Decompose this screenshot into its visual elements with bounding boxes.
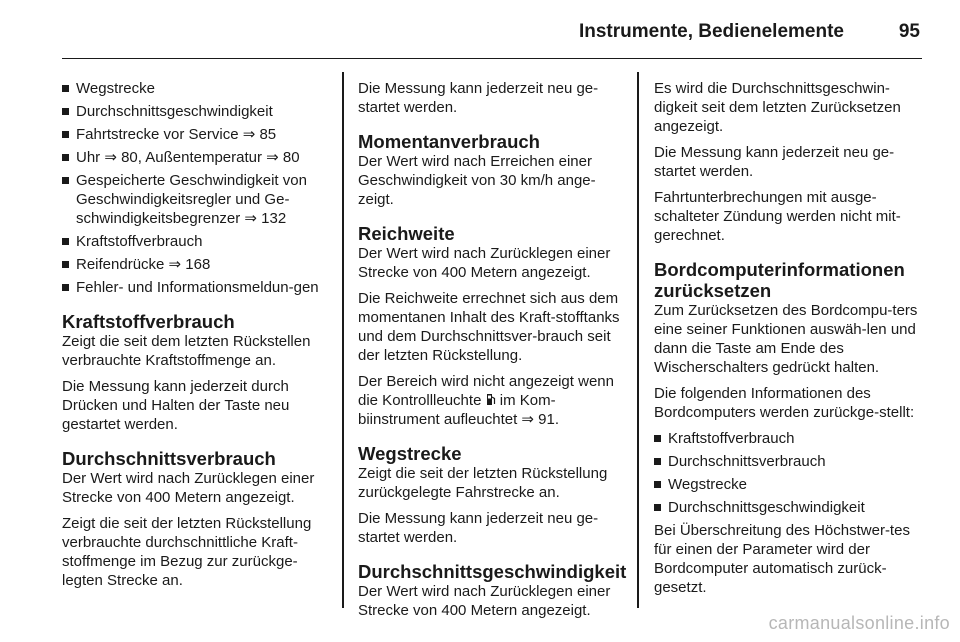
list-item: Durchschnittsverbrauch [654,452,926,471]
paragraph: Die Messung kann jederzeit neu ge-startet werden. [358,80,599,116]
section-durchschnittsverbrauch [62,448,334,590]
paragraph: Der Wert wird nach Erreichen einer Geschwindigkeit von 30 km/h ange-zeigt. [358,153,596,208]
list-item: Uhr ⇒ 80, Außentemperatur ⇒ 80 [62,148,334,167]
list-item: Durchschnittsgeschwindigkeit [62,102,334,121]
paragraph: Bei Überschreitung des Höchstwer-tes für einen der Parameter wird der Bordcomputer automatisch zurück-gesetzt. [654,522,910,596]
section-momentanverbrauch [358,131,626,209]
list-item: Kraftstoffverbrauch [654,429,926,448]
page-number: 95 [898,21,920,42]
section-durchschnittsgeschwindigkeit [358,561,626,620]
paragraph: Zeigt die seit der letzten Rückstellung zurückgelegte Fahrstrecke an. [358,465,608,501]
list-item: Reifendrücke ⇒ 168 [62,255,334,274]
paragraph: Es wird die Durchschnittsgeschwin-digkeit seit dem letzten Zurücksetzen angezeigt. [654,80,901,135]
section-heading: Kraftstoffverbrauch [62,311,235,332]
section-kraftstoffverbrauch [62,311,334,434]
paragraph: Zeigt die seit dem letzten Rückstellen verbrauchte Kraftstoffmenge an. [62,333,311,369]
paragraph: Die Reichweite errechnet sich aus dem momentanen Inhalt des Kraft-stofftanks und dem Durchschnittsver-brauch seit der letzten Rückstellung. [358,290,620,364]
column-divider [637,72,639,608]
paragraph: Der Wert wird nach Zurücklegen einer Strecke von 400 Metern angezeigt. [358,583,611,619]
list-item: Gespeicherte Geschwindigkeit von Geschwindigkeitsregler und Ge-schwindigkeitsbegrenzer ⇒ 132 [62,171,334,228]
list-item: Wegstrecke [654,475,926,494]
section-wegstrecke [358,443,626,547]
column-3 [654,70,926,604]
fuel-pump-icon [486,393,496,406]
paragraph: Der Wert wird nach Zurücklegen einer Strecke von 400 Metern angezeigt. [358,245,611,281]
list-item: Wegstrecke [62,79,334,98]
page-title: Instrumente, Bedienelemente [578,21,844,42]
paragraph: Zeigt die seit der letzten Rückstellung verbrauchte durchschnittliche Kraft-stoffmenge im Bezug zur zurückge-legten Strecke an. [62,515,312,589]
page-header [62,0,922,59]
column-divider [342,72,344,608]
warning-text-before: Der Bereich wird nicht angezeigt wenn die Kontrollleuchte [358,373,614,409]
paragraph: Zum Zurücksetzen des Bordcompu-ters eine seiner Funktionen auswäh-len und dann die Taste am Ende des Wischerschalters gedrückt halten. [654,302,918,376]
section-heading: Bordcomputerinformationen zurücksetzen [654,259,905,301]
column-2 [358,70,626,627]
paragraph: Die Messung kann jederzeit neu ge-startet werden. [358,510,599,546]
display-list [62,79,334,297]
list-item: Fehler- und Informationsmeldun-gen [62,278,334,297]
paragraph: Fahrtunterbrechungen mit ausge-schalteter Zündung werden nicht mit-gerechnet. [654,189,901,244]
warning-text-after: im Kom-biinstrument aufleuchtet ⇒ 91. [358,392,560,428]
section-heading: Momentanverbrauch [358,131,540,152]
paragraph [358,372,626,429]
paragraph: Der Wert wird nach Zurücklegen einer Strecke von 400 Metern angezeigt. [62,470,315,506]
list-item: Durchschnittsgeschwindigkeit [654,498,926,517]
watermark: carmanualsonline.info [768,613,950,633]
reset-list [654,429,926,517]
section-reichweite [358,223,626,429]
paragraph: Die Messung kann jederzeit neu ge-startet werden. [654,144,895,180]
list-item: Kraftstoffverbrauch [62,232,334,251]
column-1 [62,70,334,597]
paragraph: Die Messung kann jederzeit durch Drücken und Halten der Taste neu gestartet werden. [62,378,290,433]
section-heading: Reichweite [358,223,455,244]
section-heading: Durchschnittsgeschwindigkeit [358,561,627,582]
paragraph: Die folgenden Informationen des Bordcomputers werden zurückge-stellt: [654,385,915,421]
section-heading: Durchschnittsverbrauch [62,448,276,469]
section-heading: Wegstrecke [358,443,462,464]
section-reset [654,259,926,597]
list-item: Fahrtstrecke vor Service ⇒ 85 [62,125,334,144]
